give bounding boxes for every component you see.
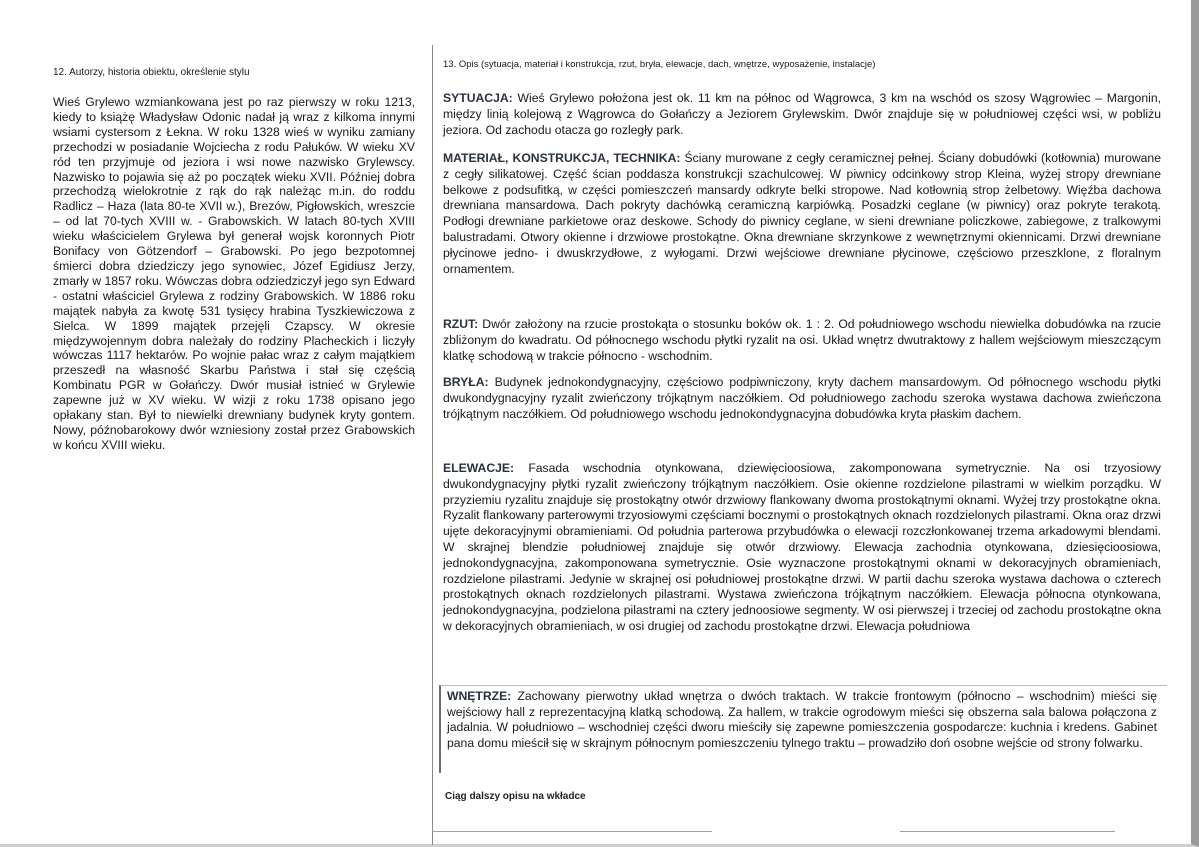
section-bryla: [443, 375, 1161, 422]
section-label: ELEWACJE:: [443, 461, 515, 475]
section-label: BRYŁA:: [443, 375, 489, 389]
section-label: MATERIAŁ, KONSTRUKCJA, TECHNIKA:: [443, 151, 681, 165]
section-material: [443, 151, 1161, 277]
section-sytuacja: [443, 91, 1161, 138]
section-text: Fasada wschodnia otynkowana, dziewięcioosiowa, zakomponowana symetrycznie. Na osi trzyosiowy dwukondygnacyjny płytki ryzalit zwieńczony trójkątnym naczółkiem. Osie okienne rozdzielone pilastrami w wielkim porządku. W przyziemiu ryzalitu znajduje się prostokątny otwór drzwiowy flankowany dwoma prostokątnymi oknami. Wyżej trzy prostokątne okna. Ryzalit flankowany parterowymi trzyosiowymi częściami bocznymi o prostokątnych oknach rozdzielonych pilastrami. Okna oraz drzwi ujęte dekoracyjnymi obramieniami. Od południa parterowa przybudówka o elewacji rozczłonkowanej trzema arkadowymi blendami. W skrajnej blendzie południowej znajduje się otwór drzwiowy. Elewacja zachodnia otynkowana, dziesięcioosiowa, jednokondygnacyjna, zakomponowana symetrycznie. Osie wyznaczone prostokątnymi oknami w dekoracyjnych obramieniach, rozdzielone pilastrami. Jedynie w skrajnej osi południowej prostokątne drzwi. W partii dachu szeroka wystawa dachowa o czterech prostokątnych oknach rozdzielonych pilastrami. Wystawa zwieńczona trójkątnym naczółkiem. Elewacja północna otynkowana, jednokondygnacyjna, podzielona pilastrami na cztery jednoosiowe segmenty. W osi pierwszej i trzeciej od zachodu prostokątne okna w dekoracyjnych obramieniach, w osi drugiej od zachodu prostokątne drzwi. Elewacja południowa: [443, 461, 1161, 633]
section-label: WNĘTRZE:: [447, 689, 512, 703]
section-text: Budynek jednokondygnacyjny, częściowo podpiwniczony, kryty dachem mansardowym. Od północnego wschodu płytki dwukondygnacyjny ryzalit zwieńczony trójkątnym naczółkiem. Od południowego zachodu szeroka wystawa dachowa zwieńczona trójkątnym naczółkiem. Od południowego wschodu jednokondygnacyjna dobudówka kryta płaskim dachem.: [443, 375, 1161, 421]
section-text: Ściany murowane z cegły ceramicznej pełnej. Ściany dobudówki (kotłownia) murowane z cegły silikatowej. Część ścian poddasza konstrukcji szachulcowej. W piwnicy odcinkowy strop Kleina, wyżej stropy drewniane belkowe z podsufitką, w części pomieszczeń mansardy odkryte belki stropowe. Nad kotłownią strop żelbetowy. Więźba dachowa drewniana mansardowa. Dach pokryty dachówką ceramiczną karpiówką. Posadzki ceglane (w piwnicy) oraz pokryte terakotą. Podłogi drewniane parkietowe oraz deskowe. Schody do piwnicy ceglane, w sieni drewniane policzkowe, zabiegowe, z tralkowymi balustradami. Otwory okienne i drzwiowe prostokątne. Okna drewniane skrzynkowe z wewnętrznymi okiennicami. Drzwi drewniane płycinowe jedno- i dwuskrzydłowe, z wyłogami. Drzwi wejściowe drewniane płycinowe, częściowo przeszklone, z floralnym ornamentem.: [443, 151, 1161, 276]
history-heading: 12. Autorzy, historia obiektu, określenie stylu: [53, 67, 250, 78]
description-heading: 13. Opis (sytuacja, materiał i konstrukcja, rzut, bryła, elewacje, dach, wnętrze, wyposażenie, instalacje): [443, 59, 876, 70]
bottom-rule: [432, 831, 712, 832]
section-rzut: [443, 317, 1161, 364]
description-column: [433, 45, 1193, 845]
section-label: SYTUACJA:: [443, 91, 513, 105]
history-column: [0, 45, 432, 845]
section-text: Zachowany pierwotny układ wnętrza o dwóch traktach. W trakcie frontowym (północno – wschodnim) mieści się wejściowy hall z reprezentacyjną klatką schodową. Za hallem, w trakcie ogrodowym mieści się obszerna sala balowa połączona z jadalnia. W południowo – wschodniej części dworu mieściły się zapewne pomieszczenia gospodarcze: kuchnia i kredens. Gabinet pana domu mieścił się w skrajnym północnym pomieszczeniu tylnego traktu – prowadziło doń osobne wejście od strony folwarku.: [447, 689, 1157, 750]
section-elewacje: [443, 461, 1161, 635]
section-text: Dwór założony na rzucie prostokąta o stosunku boków ok. 1 : 2. Od południowego wschodu niewielka dobudówka na rzucie zbliżonym do kwadratu. Od północnego wschodu płytki ryzalit na osi. Układ wnętrz dwutraktowy z hallem wejściowym mieszczącym klatkę schodową w trakcie północno - wschodnim.: [443, 317, 1161, 363]
section-label: RZUT:: [443, 317, 479, 331]
history-text: Wieś Grylewo wzmiankowana jest po raz pierwszy w roku 1213, kiedy to książę Władysław Odonic nadał ją wraz z kilkoma innymi wsiami cystersom z Łekna. W roku 1328 wieś w wyniku zamiany przechodzi w posiadanie Wojciecha z rodu Pałuków. W wieku XV ród ten przyjmuje od jeziora i wsi nowe nazwisko Grylewscy. Nazwisko to pojawia się aż po początek wieku XVII. Później dobra przechodzą wielokrotnie z rąk do rąk należąc m.in. do roddu Radlicz – Haza (lata 80-te XVII w.), Brezów, Pigłowskich, wreszcie – od lat 70-tych XVIII w. - Grabowskich. W latach 80-tych XVIII wieku właścicielem Grylewa był generał wojsk koronnych Piotr Bonifacy von Götzendorf – Grabowski. Po jego bezpotomnej śmierci dobra dziedziczy jego synowiec, Józef Egidiusz Jerzy, zmarły w 1857 roku. Wówczas dobra odziedziczył jego syn Edward - ostatni właściciel Grylewa z rodziny Grabowskich. W 1886 roku majątek nabyła za kwotę 531 tysięcy hrabina Tyszkiewiczowa z Sielca. W 1899 majątek przejęli Czapscy. W okresie międzywojennym dobra należały do rodziny Placheckich i liczyły wówczas 1117 hektarów. Po wojnie pałac wraz z całym majątkiem przeszedł na własność Skarbu Państwa i stał się częścią Kombinatu PGR w Gołańczy. Dwór musiał istnieć w Grylewie zapewne już w XV wieku. W wizji z roku 1738 opisano jego opłakany stan. Był to niewielki drewniany budynek kryty gontem. Nowy, późnobarokowy dwór wzniesiony został przez Grabowskich w końcu XVIII wieku.: [53, 95, 415, 452]
section-text: Wieś Grylewo położona jest ok. 11 km na północ od Wągrowca, 3 km na wschód os szosy Wągrowiec – Margonin, między linią kolejową z Wągrowca do Gołańczy a Jeziorem Grylewskim. Dwór znajduje się w południowej części wsi, w pobliżu jeziora. Od zachodu otacza go rozległy park.: [443, 91, 1161, 137]
continued-note: Ciąg dalszy opisu na wkładce: [445, 791, 586, 802]
bottom-rule: [900, 831, 1115, 832]
section-wnetrze: [447, 689, 1157, 751]
